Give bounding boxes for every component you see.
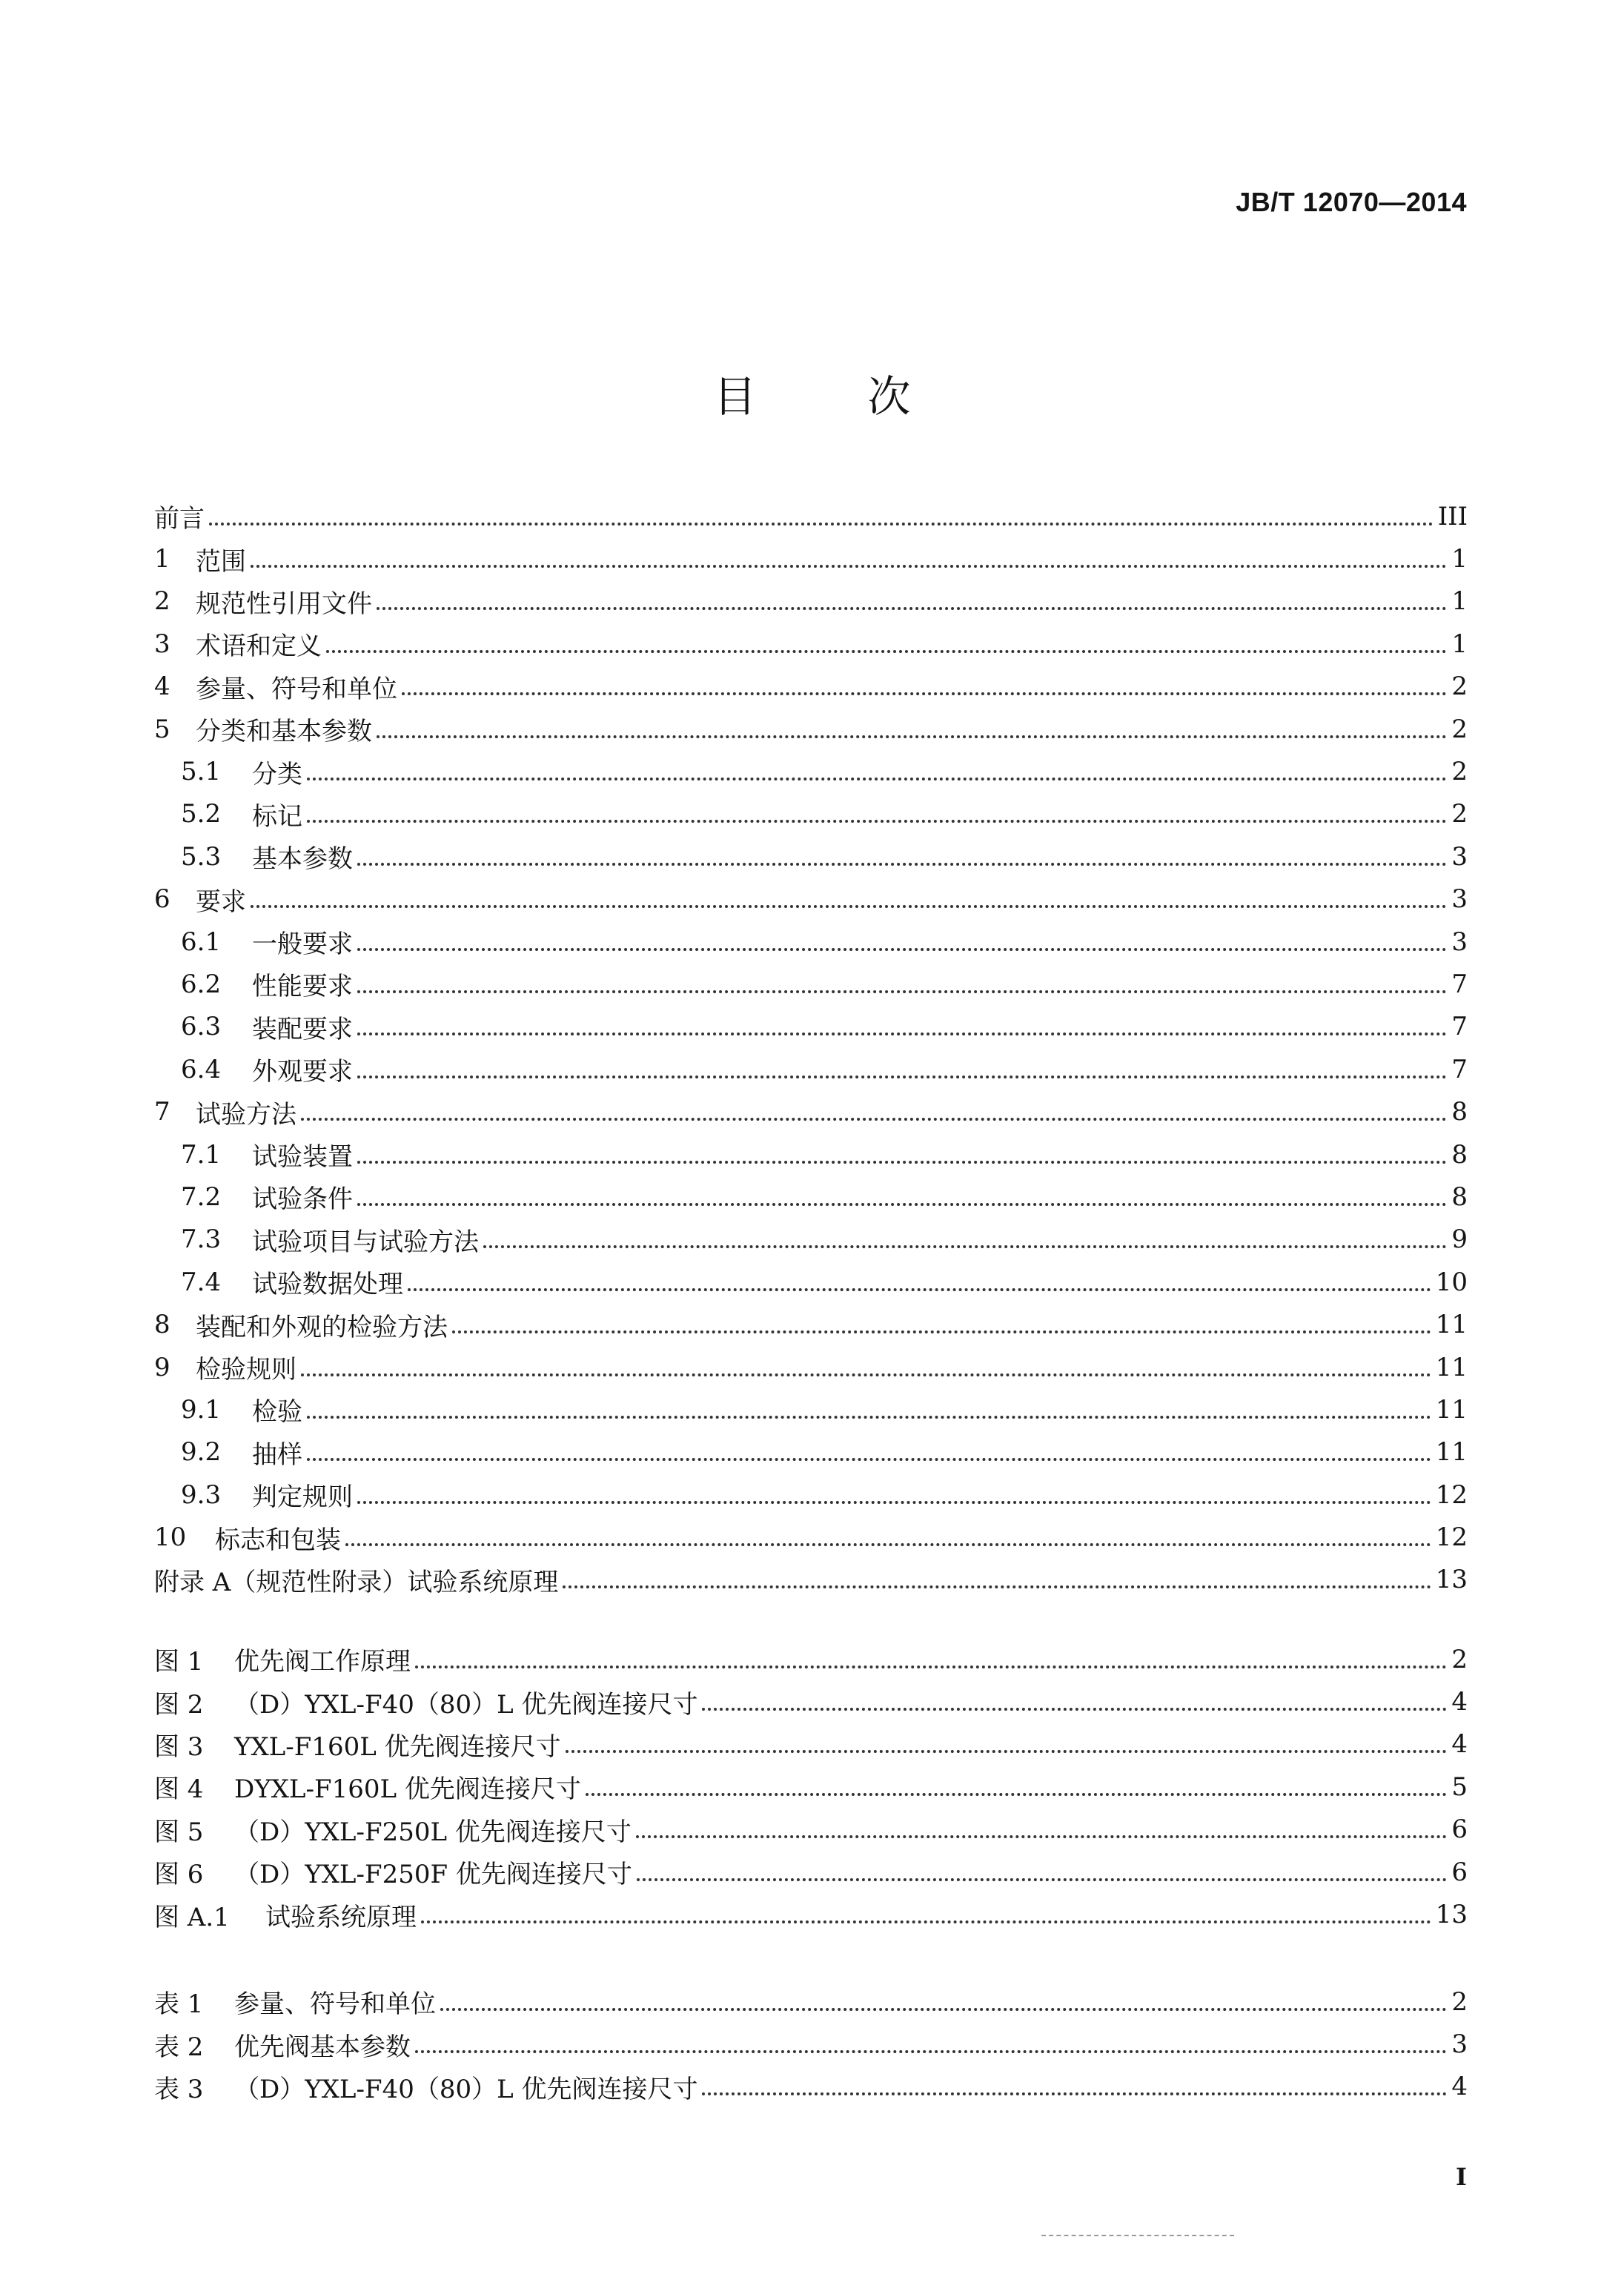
toc-entry-number: 9.2 bbox=[181, 1437, 222, 1468]
toc-entry-10[interactable] bbox=[154, 1516, 1468, 1558]
toc-entry-text: 基本参数 bbox=[252, 844, 353, 875]
toc-entry-page: III bbox=[1437, 501, 1468, 531]
leader-dots bbox=[440, 2008, 1447, 2011]
toc-entry-text: 范围 bbox=[196, 546, 246, 577]
leader-dots bbox=[452, 1330, 1431, 1333]
toc-entry-number: 7.3 bbox=[181, 1224, 222, 1255]
toc-entry-text: 标记 bbox=[252, 801, 302, 832]
toc-entry-7-2[interactable] bbox=[154, 1176, 1468, 1218]
figure-title: DYXL-F160L 优先阀连接尺寸 bbox=[234, 1774, 581, 1805]
leader-dots bbox=[301, 1118, 1447, 1121]
toc-entry-text: 装配和外观的检验方法 bbox=[196, 1312, 448, 1342]
toc-entry-text: 分类和基本参数 bbox=[196, 717, 372, 747]
toc-entry-foreword[interactable] bbox=[154, 495, 1468, 537]
leader-dots bbox=[307, 1416, 1431, 1419]
toc-entry-2[interactable] bbox=[154, 580, 1468, 623]
toc-entry-text: 一般要求 bbox=[252, 929, 353, 960]
toc-entry-number: 7 bbox=[154, 1097, 170, 1127]
toc-entry-text: 性能要求 bbox=[252, 972, 353, 1002]
table-title: 参量、符号和单位 bbox=[234, 1989, 436, 2020]
leader-dots bbox=[377, 735, 1447, 738]
leader-dots bbox=[483, 1245, 1447, 1248]
toc-entry-text: 分类 bbox=[252, 759, 302, 789]
table-entry-1[interactable] bbox=[154, 1981, 1468, 2023]
leader-dots bbox=[702, 1708, 1447, 1711]
toc-entry-page: 10 bbox=[1435, 1267, 1468, 1297]
toc-entry-page: 12 bbox=[1435, 1479, 1468, 1510]
toc-entry-number: 9 bbox=[154, 1352, 170, 1382]
toc-entry-text: 试验数据处理 bbox=[252, 1270, 403, 1300]
toc-entry-text: 要求 bbox=[196, 886, 246, 917]
figure-title: 试验系统原理 bbox=[265, 1902, 417, 1932]
table-number: 表 1 bbox=[154, 1989, 204, 2020]
leader-dots bbox=[357, 948, 1447, 951]
leader-dots bbox=[251, 905, 1447, 908]
toc-entry-number: 7.1 bbox=[181, 1139, 222, 1170]
leader-dots bbox=[637, 1878, 1447, 1881]
table-entry-2[interactable] bbox=[154, 2023, 1468, 2065]
leader-dots bbox=[307, 778, 1447, 780]
toc-entry-5-3[interactable] bbox=[154, 835, 1468, 878]
leader-dots bbox=[357, 1161, 1447, 1164]
toc-entry-page: 11 bbox=[1435, 1394, 1468, 1425]
toc-entry-text: 试验项目与试验方法 bbox=[252, 1227, 479, 1257]
toc-entry-1[interactable] bbox=[154, 537, 1468, 580]
figure-entry-4[interactable] bbox=[154, 1766, 1468, 1808]
toc-entry-page: 8 bbox=[1451, 1139, 1468, 1170]
toc-entry-9-1[interactable] bbox=[154, 1388, 1468, 1431]
toc-entry-text: 外观要求 bbox=[252, 1057, 353, 1087]
leader-dots bbox=[408, 1288, 1431, 1291]
toc-entry-7-1[interactable] bbox=[154, 1133, 1468, 1176]
toc-entry-page: 7 bbox=[1451, 969, 1468, 999]
page-title: 目次 bbox=[713, 371, 1022, 422]
toc-entry-page: 7 bbox=[1451, 1012, 1468, 1042]
leader-dots bbox=[566, 1750, 1448, 1753]
toc-entry-number: 7.2 bbox=[181, 1181, 222, 1212]
toc-entry-page: 2 bbox=[1451, 714, 1468, 744]
toc-entry-number: 2 bbox=[154, 586, 170, 617]
toc-entry-text: 检验 bbox=[252, 1397, 302, 1428]
figure-number: 图 4 bbox=[154, 1774, 204, 1805]
leader-dots bbox=[377, 607, 1447, 610]
toc-entry-page: 13 bbox=[1435, 1565, 1468, 1595]
toc-entry-page: 1 bbox=[1451, 544, 1468, 574]
toc-entry-6[interactable] bbox=[154, 878, 1468, 921]
toc-entry-number: 3 bbox=[154, 629, 170, 659]
table-number: 表 2 bbox=[154, 2032, 204, 2062]
table-entry-3[interactable] bbox=[154, 2066, 1468, 2108]
table-page: 3 bbox=[1451, 2029, 1468, 2060]
toc-entry-text: 试验方法 bbox=[196, 1099, 296, 1130]
figure-title: YXL-F160L 优先阀连接尺寸 bbox=[234, 1731, 561, 1762]
leader-dots bbox=[421, 1920, 1431, 1923]
toc-entry-number: 8 bbox=[154, 1310, 170, 1340]
leader-dots bbox=[586, 1793, 1448, 1796]
toc-entry-number: 6.4 bbox=[181, 1054, 222, 1084]
leader-dots bbox=[326, 650, 1447, 653]
leader-dots bbox=[307, 1458, 1431, 1461]
toc-entry-number: 5.1 bbox=[181, 757, 222, 787]
standard-code: JB/T 12070—2014 bbox=[1236, 187, 1467, 217]
toc-entry-text: 规范性引用文件 bbox=[196, 589, 372, 619]
toc-entry-page: 1 bbox=[1451, 629, 1468, 659]
leader-dots bbox=[402, 692, 1447, 695]
toc-entry-page: 11 bbox=[1435, 1310, 1468, 1340]
toc-entry-5-1[interactable] bbox=[154, 750, 1468, 792]
toc-entry-9-2[interactable] bbox=[154, 1431, 1468, 1474]
leader-dots bbox=[307, 820, 1447, 823]
toc-entry-page: 12 bbox=[1435, 1522, 1468, 1553]
toc-entry-7[interactable] bbox=[154, 1090, 1468, 1133]
figure-number: 图 5 bbox=[154, 1817, 204, 1847]
toc-entry-page: 8 bbox=[1451, 1097, 1468, 1127]
leader-dots bbox=[415, 2050, 1447, 2053]
leader-dots bbox=[251, 565, 1447, 568]
figure-page: 5 bbox=[1451, 1771, 1468, 1802]
figure-title: （D）YXL-F250L 优先阀连接尺寸 bbox=[234, 1817, 632, 1847]
toc-entry-7-3[interactable] bbox=[154, 1219, 1468, 1261]
toc-entry-text: 抽样 bbox=[252, 1439, 302, 1470]
leader-dots bbox=[357, 1033, 1447, 1035]
figure-entry-2[interactable] bbox=[154, 1680, 1468, 1723]
figure-title: 优先阀工作原理 bbox=[234, 1647, 411, 1677]
toc-entry-3[interactable] bbox=[154, 623, 1468, 665]
toc-entry-page: 7 bbox=[1451, 1054, 1468, 1084]
leader-dots bbox=[209, 523, 1434, 526]
figure-page: 6 bbox=[1451, 1814, 1468, 1845]
leader-dots bbox=[357, 1075, 1447, 1078]
toc-entry-text: 试验装置 bbox=[252, 1142, 353, 1173]
toc-entry-4[interactable] bbox=[154, 666, 1468, 708]
toc-entry-page: 11 bbox=[1435, 1437, 1468, 1468]
toc-entry-text: 标志和包装 bbox=[215, 1525, 341, 1555]
table-number: 表 3 bbox=[154, 2074, 204, 2104]
toc-entry-page: 8 bbox=[1451, 1181, 1468, 1212]
toc-contents bbox=[154, 495, 1468, 1601]
leader-dots bbox=[357, 990, 1447, 993]
toc-entry-9[interactable] bbox=[154, 1346, 1468, 1388]
table-page: 4 bbox=[1451, 2072, 1468, 2102]
toc-entry-number: 6.3 bbox=[181, 1012, 222, 1042]
figure-page: 6 bbox=[1451, 1857, 1468, 1887]
toc-entry-5[interactable] bbox=[154, 708, 1468, 750]
toc-entry-text: 试验条件 bbox=[252, 1184, 353, 1215]
page-number: I bbox=[1456, 2163, 1467, 2191]
toc-entry-page: 2 bbox=[1451, 799, 1468, 829]
toc-entry-page: 9 bbox=[1451, 1224, 1468, 1255]
table-title: （D）YXL-F40（80）L 优先阀连接尺寸 bbox=[234, 2074, 698, 2104]
figure-number: 图 6 bbox=[154, 1860, 204, 1890]
table-title: 优先阀基本参数 bbox=[234, 2032, 411, 2062]
toc-entry-number: 6.2 bbox=[181, 969, 222, 999]
figure-entry-5[interactable] bbox=[154, 1809, 1468, 1851]
toc-figures bbox=[154, 1638, 1468, 1936]
leader-dots bbox=[636, 1835, 1448, 1838]
toc-entry-8[interactable] bbox=[154, 1303, 1468, 1345]
toc-entry-text: 检验规则 bbox=[196, 1355, 296, 1385]
toc-entry-annex-a[interactable] bbox=[154, 1559, 1468, 1601]
figure-title: （D）YXL-F250F 优先阀连接尺寸 bbox=[234, 1860, 632, 1890]
toc-entry-text: 判定规则 bbox=[252, 1482, 353, 1513]
figure-page: 2 bbox=[1451, 1644, 1468, 1674]
toc-entry-page: 3 bbox=[1451, 841, 1468, 872]
toc-entry-text: 参量、符号和单位 bbox=[196, 674, 397, 704]
figure-title: （D）YXL-F40（80）L 优先阀连接尺寸 bbox=[234, 1689, 698, 1720]
toc-entry-page: 11 bbox=[1435, 1352, 1468, 1382]
leader-dots bbox=[357, 1501, 1431, 1504]
leader-dots bbox=[357, 863, 1447, 866]
toc-entry-number: 5.2 bbox=[181, 799, 222, 829]
toc-entry-number: 4 bbox=[154, 672, 170, 702]
toc-entry-number: 9.1 bbox=[181, 1394, 222, 1425]
toc-entry-number: 10 bbox=[154, 1522, 187, 1553]
figure-number: 图 A.1 bbox=[154, 1902, 230, 1932]
figure-number: 图 2 bbox=[154, 1689, 204, 1720]
leader-dots bbox=[357, 1203, 1447, 1206]
toc-entry-page: 3 bbox=[1451, 884, 1468, 915]
scan-artifact-line bbox=[1041, 2235, 1234, 2236]
toc-entry-text: 附录 A（规范性附录）试验系统原理 bbox=[154, 1567, 559, 1597]
toc-entry-6-3[interactable] bbox=[154, 1006, 1468, 1048]
leader-dots bbox=[415, 1666, 1447, 1668]
toc-entry-number: 1 bbox=[154, 544, 170, 574]
figure-number: 图 3 bbox=[154, 1731, 204, 1762]
figure-entry-6[interactable] bbox=[154, 1851, 1468, 1893]
leader-dots bbox=[301, 1373, 1431, 1376]
toc-entry-number: 5.3 bbox=[181, 841, 222, 872]
toc-entry-6-2[interactable] bbox=[154, 963, 1468, 1005]
toc-entry-text: 装配要求 bbox=[252, 1014, 353, 1044]
figure-page: 4 bbox=[1451, 1687, 1468, 1717]
toc-entry-text: 术语和定义 bbox=[196, 632, 322, 662]
leader-dots bbox=[345, 1543, 1431, 1546]
toc-entry-number: 5 bbox=[154, 714, 170, 744]
toc-entry-number: 6.1 bbox=[181, 927, 222, 957]
toc-entry-page: 2 bbox=[1451, 672, 1468, 702]
figure-page: 4 bbox=[1451, 1729, 1468, 1760]
toc-entry-5-2[interactable] bbox=[154, 793, 1468, 835]
table-page: 2 bbox=[1451, 1986, 1468, 2017]
figure-entry-1[interactable] bbox=[154, 1638, 1468, 1680]
toc-entry-6-1[interactable] bbox=[154, 921, 1468, 963]
toc-entry-page: 2 bbox=[1451, 757, 1468, 787]
toc-entry-page: 3 bbox=[1451, 927, 1468, 957]
toc-tables bbox=[154, 1981, 1468, 2108]
figure-page: 13 bbox=[1435, 1900, 1468, 1930]
toc-entry-number: 6 bbox=[154, 884, 170, 915]
figure-entry-3[interactable] bbox=[154, 1723, 1468, 1766]
leader-dots bbox=[563, 1585, 1431, 1588]
toc-entry-6-4[interactable] bbox=[154, 1048, 1468, 1090]
toc-entry-text: 前言 bbox=[154, 504, 205, 534]
toc-entry-number: 7.4 bbox=[181, 1267, 222, 1297]
toc-entry-9-3[interactable] bbox=[154, 1474, 1468, 1516]
figure-entry-a1[interactable] bbox=[154, 1893, 1468, 1935]
toc-entry-page: 1 bbox=[1451, 586, 1468, 617]
figure-number: 图 1 bbox=[154, 1647, 204, 1677]
toc-entry-7-4[interactable] bbox=[154, 1261, 1468, 1303]
toc-entry-number: 9.3 bbox=[181, 1479, 222, 1510]
leader-dots bbox=[702, 2092, 1447, 2095]
